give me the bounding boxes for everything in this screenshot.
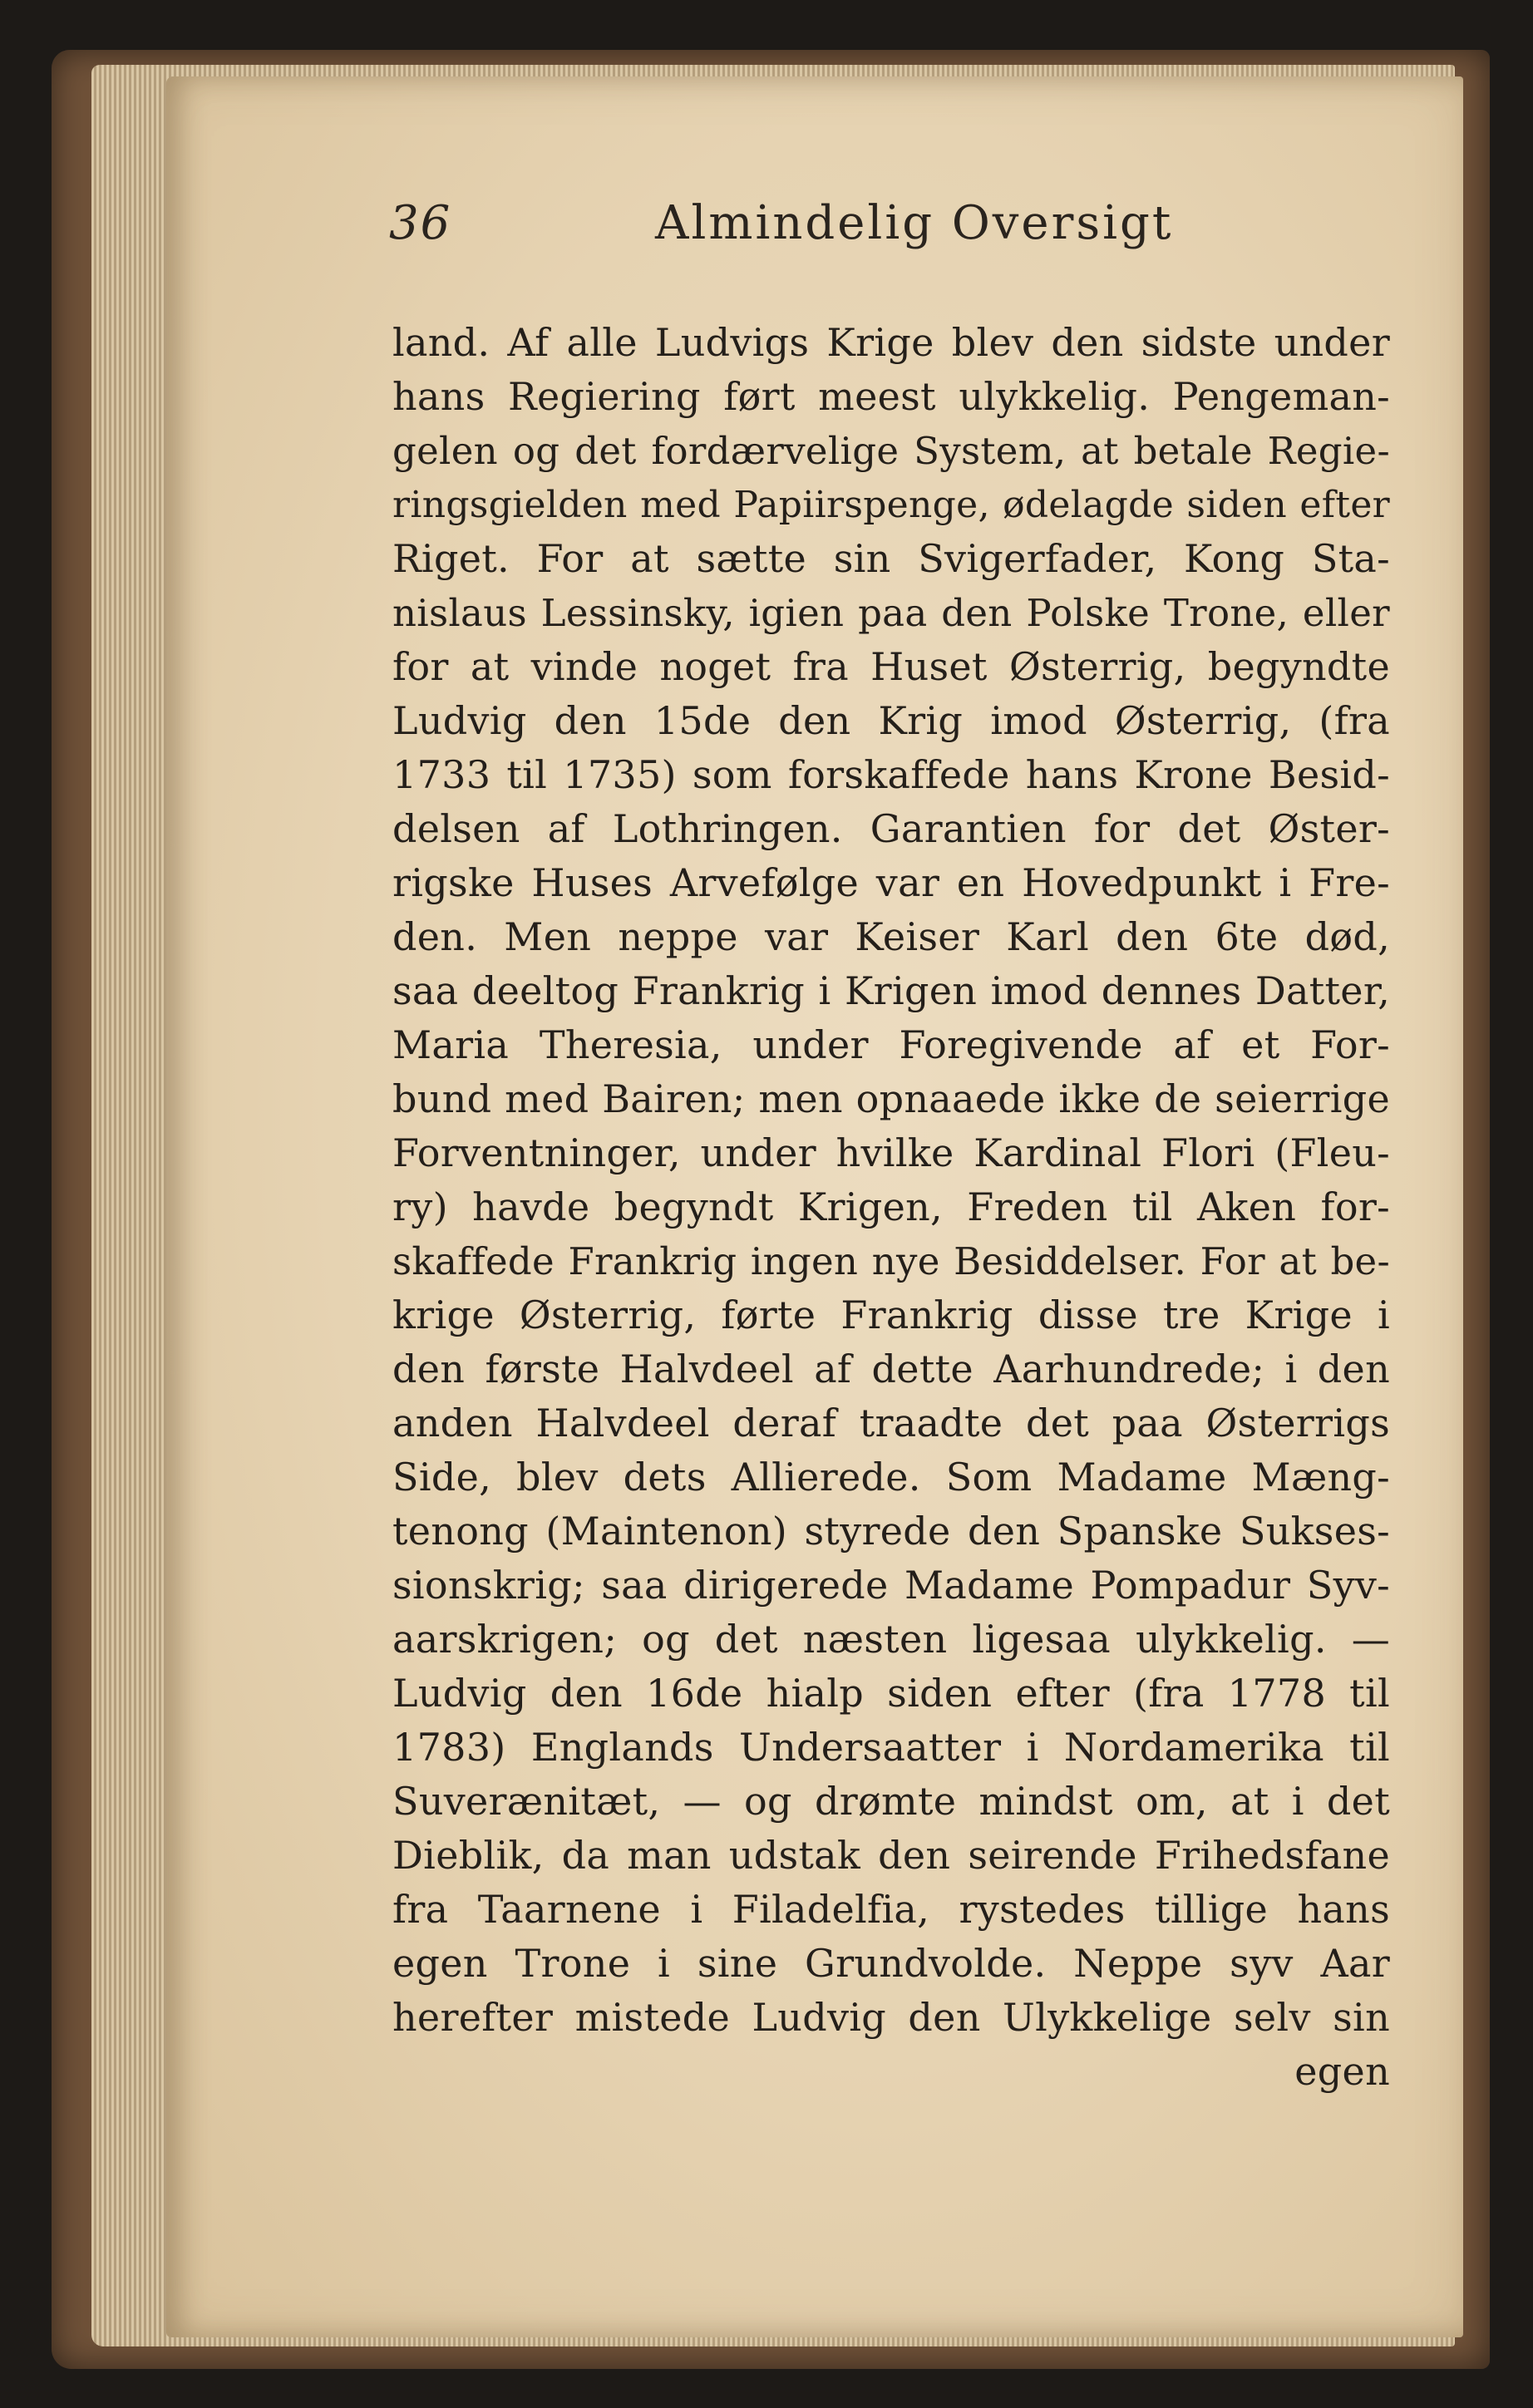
text-line: land. Af alle Ludvigs Krige blev den sidste under	[392, 320, 1390, 365]
text-line: ringsgielden med Papiirspenge, ødelagde siden efter	[392, 484, 1390, 526]
text-line: ry) havde begyndt Krigen, Freden til Aken for-	[392, 1184, 1390, 1229]
text-line: delsen af Lothringen. Garantien for det Øster-	[392, 806, 1390, 851]
text-line: anden Halvdeel deraf traadte det paa Østerrigs	[392, 1401, 1390, 1445]
catchword: egen	[1294, 2049, 1390, 2094]
text-line: rigske Huses Arvefølge var en Hovedpunkt i Fre-	[392, 860, 1390, 905]
text-line: krige Østerrig, førte Frankrig disse tre Krige i	[392, 1293, 1390, 1337]
text-line: 1733 til 1735) som forskaffede hans Krone Besid-	[392, 752, 1390, 797]
text-line: Ludvig den 15de den Krig imod Østerrig, (fra	[392, 698, 1390, 743]
text-line: Suverænitæt, — og drømte mindst om, at i det	[392, 1779, 1390, 1824]
text-line: Ludvig den 16de hialp siden efter (fra 1778 til	[392, 1671, 1390, 1716]
running-title: Almindelig Oversigt	[655, 196, 1174, 250]
text-line: for at vinde noget fra Huset Østerrig, begyndte	[392, 644, 1390, 689]
text-line: tenong (Maintenon) styrede den Spanske Sukses-	[392, 1509, 1390, 1554]
text-line: bund med Bairen; men opnaaede ikke de seierrige	[392, 1076, 1390, 1121]
text-line: saa deeltog Frankrig i Krigen imod dennes Datter,	[392, 968, 1390, 1013]
text-line: sionskrig; saa dirigerede Madame Pompadur Syv-	[392, 1563, 1390, 1608]
text-line: aarskrigen; og det næsten ligesaa ulykkelig. —	[392, 1617, 1390, 1662]
text-line: Maria Theresia, under Foregivende af et For-	[392, 1022, 1390, 1067]
body-text	[392, 316, 1390, 2099]
text-line: den. Men neppe var Keiser Karl den 6te død,	[392, 914, 1390, 959]
text-line: Riget. For at sætte sin Svigerfader, Kong Sta-	[392, 536, 1390, 581]
text-line: skaffede Frankrig ingen nye Besiddelser. For at be-	[392, 1239, 1390, 1283]
text-line: 1783) Englands Undersaatter i Nordamerika til	[392, 1725, 1390, 1770]
page-header	[389, 196, 1220, 263]
text-line: Forventninger, under hvilke Kardinal Flori (Fleu-	[392, 1130, 1390, 1175]
text-line: fra Taarnene i Filadelfia, rystedes tillige hans	[392, 1887, 1390, 1932]
text-line: Dieblik, da man udstak den seirende Frihedsfane	[392, 1833, 1390, 1878]
text-line: hans Regiering ført meest ulykkelig. Pengeman-	[392, 374, 1390, 419]
page-number: 36	[389, 196, 452, 250]
text-line: den første Halvdeel af dette Aarhundrede; i den	[392, 1347, 1390, 1391]
text-line: gelen og det fordærvelige System, at betale Regie-	[392, 429, 1390, 473]
text-line: herefter mistede Ludvig den Ulykkelige selv sin	[392, 1995, 1390, 2040]
text-line: Side, blev dets Allierede. Som Madame Mæng-	[392, 1455, 1390, 1499]
text-line: nislaus Lessinsky, igien paa den Polske Trone, eller	[392, 591, 1390, 635]
text-line: egen Trone i sine Grundvolde. Neppe syv Aar	[392, 1941, 1390, 1986]
